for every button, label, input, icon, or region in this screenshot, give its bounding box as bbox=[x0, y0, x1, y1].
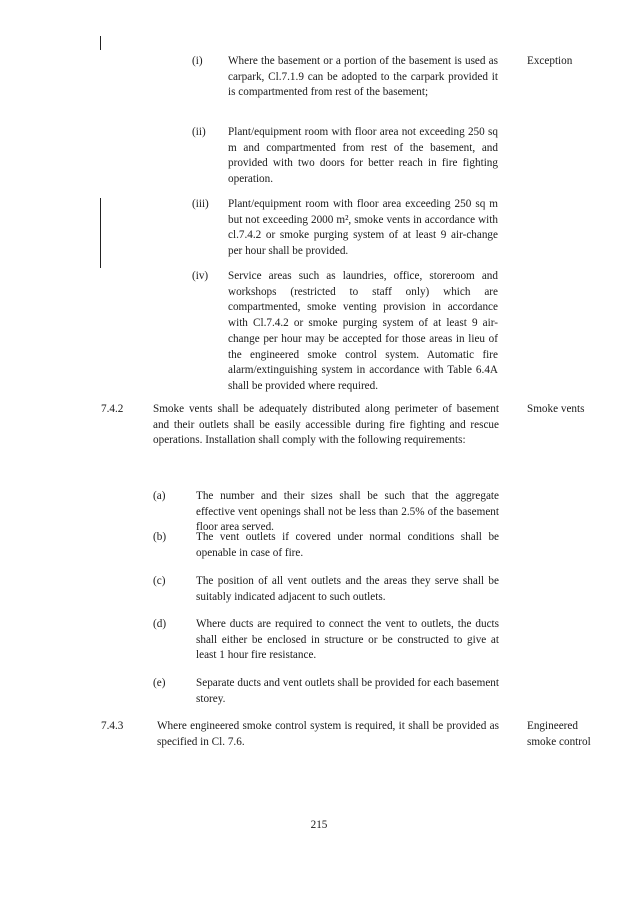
exception-num-iv: (iv) bbox=[192, 270, 209, 282]
exception-text-ii: Plant/equipment room with floor area not exceeding 250 sq m and compartmented from rest of the basement, and provided with two doors for better reach in fire fighting operation. bbox=[228, 126, 498, 186]
requirement-text-a: The number and their sizes shall be such that the aggregate effective vent openings shall not be less than 2.5% of the basement floor area served. bbox=[196, 490, 499, 534]
requirement-num-e: (e) bbox=[153, 677, 166, 689]
revision-bar-top bbox=[100, 36, 101, 50]
requirement-text-d: Where ducts are required to connect the vent to outlets, the ducts shall either be enclosed in structure or be constructed to give at least 1 hour fire resistance. bbox=[196, 618, 499, 662]
margin-note-exception: Exception bbox=[527, 55, 573, 67]
clause-number-7-4-2: 7.4.2 bbox=[101, 403, 124, 415]
clause-number-7-4-3: 7.4.3 bbox=[101, 720, 124, 732]
exception-num-iii: (iii) bbox=[192, 198, 209, 210]
requirement-text-b: The vent outlets if covered under normal conditions shall be openable in case of fire. bbox=[196, 531, 499, 559]
requirement-text-c: The position of all vent outlets and the areas they serve shall be suitably indicated adjacent to such outlets. bbox=[196, 575, 499, 603]
requirement-num-b: (b) bbox=[153, 531, 167, 543]
requirement-text-e: Separate ducts and vent outlets shall be provided for each basement storey. bbox=[196, 677, 499, 705]
exception-num-ii: (ii) bbox=[192, 126, 206, 138]
exception-text-i: Where the basement or a portion of the basement is used as carpark, Cl.7.1.9 can be adopted to the carpark provided it is compartmented from rest of the basement; bbox=[228, 55, 498, 99]
margin-note-smoke-vents: Smoke vents bbox=[527, 403, 585, 415]
margin-note-engineered-smoke-control: Engineered smoke control bbox=[527, 720, 591, 748]
exception-text-iv: Service areas such as laundries, office, storeroom and workshops (restricted to staff only) which are compartmented, smoke venting provision in accordance with Cl.7.4.2 or smoke purging system of at least 9 air-change per hour may be accepted for those areas in lieu of the engineered smoke control system. Automatic fire alarm/extinguishing system in accordance with Table 6.4A shall be provided where required. bbox=[228, 270, 498, 392]
requirement-num-d: (d) bbox=[153, 618, 167, 630]
revision-bar-iii bbox=[100, 198, 101, 268]
exception-num-i: (i) bbox=[192, 55, 203, 67]
clause-text-7-4-2: Smoke vents shall be adequately distributed along perimeter of basement and their outlets shall be easily accessible during fire fighting and rescue operations. Installation shall comply with the following requirements: bbox=[153, 403, 499, 447]
page-number: 215 bbox=[310, 819, 328, 831]
exception-text-iii: Plant/equipment room with floor area exceeding 250 sq m but not exceeding 2000 m², smoke vents in accordance with cl.7.4.2 or smoke purging system of at least 9 air-change per hour shall be provided. bbox=[228, 198, 498, 258]
requirement-num-a: (a) bbox=[153, 490, 166, 502]
clause-text-7-4-3: Where engineered smoke control system is required, it shall be provided as specified in Cl. 7.6. bbox=[157, 720, 499, 748]
requirement-num-c: (c) bbox=[153, 575, 166, 587]
